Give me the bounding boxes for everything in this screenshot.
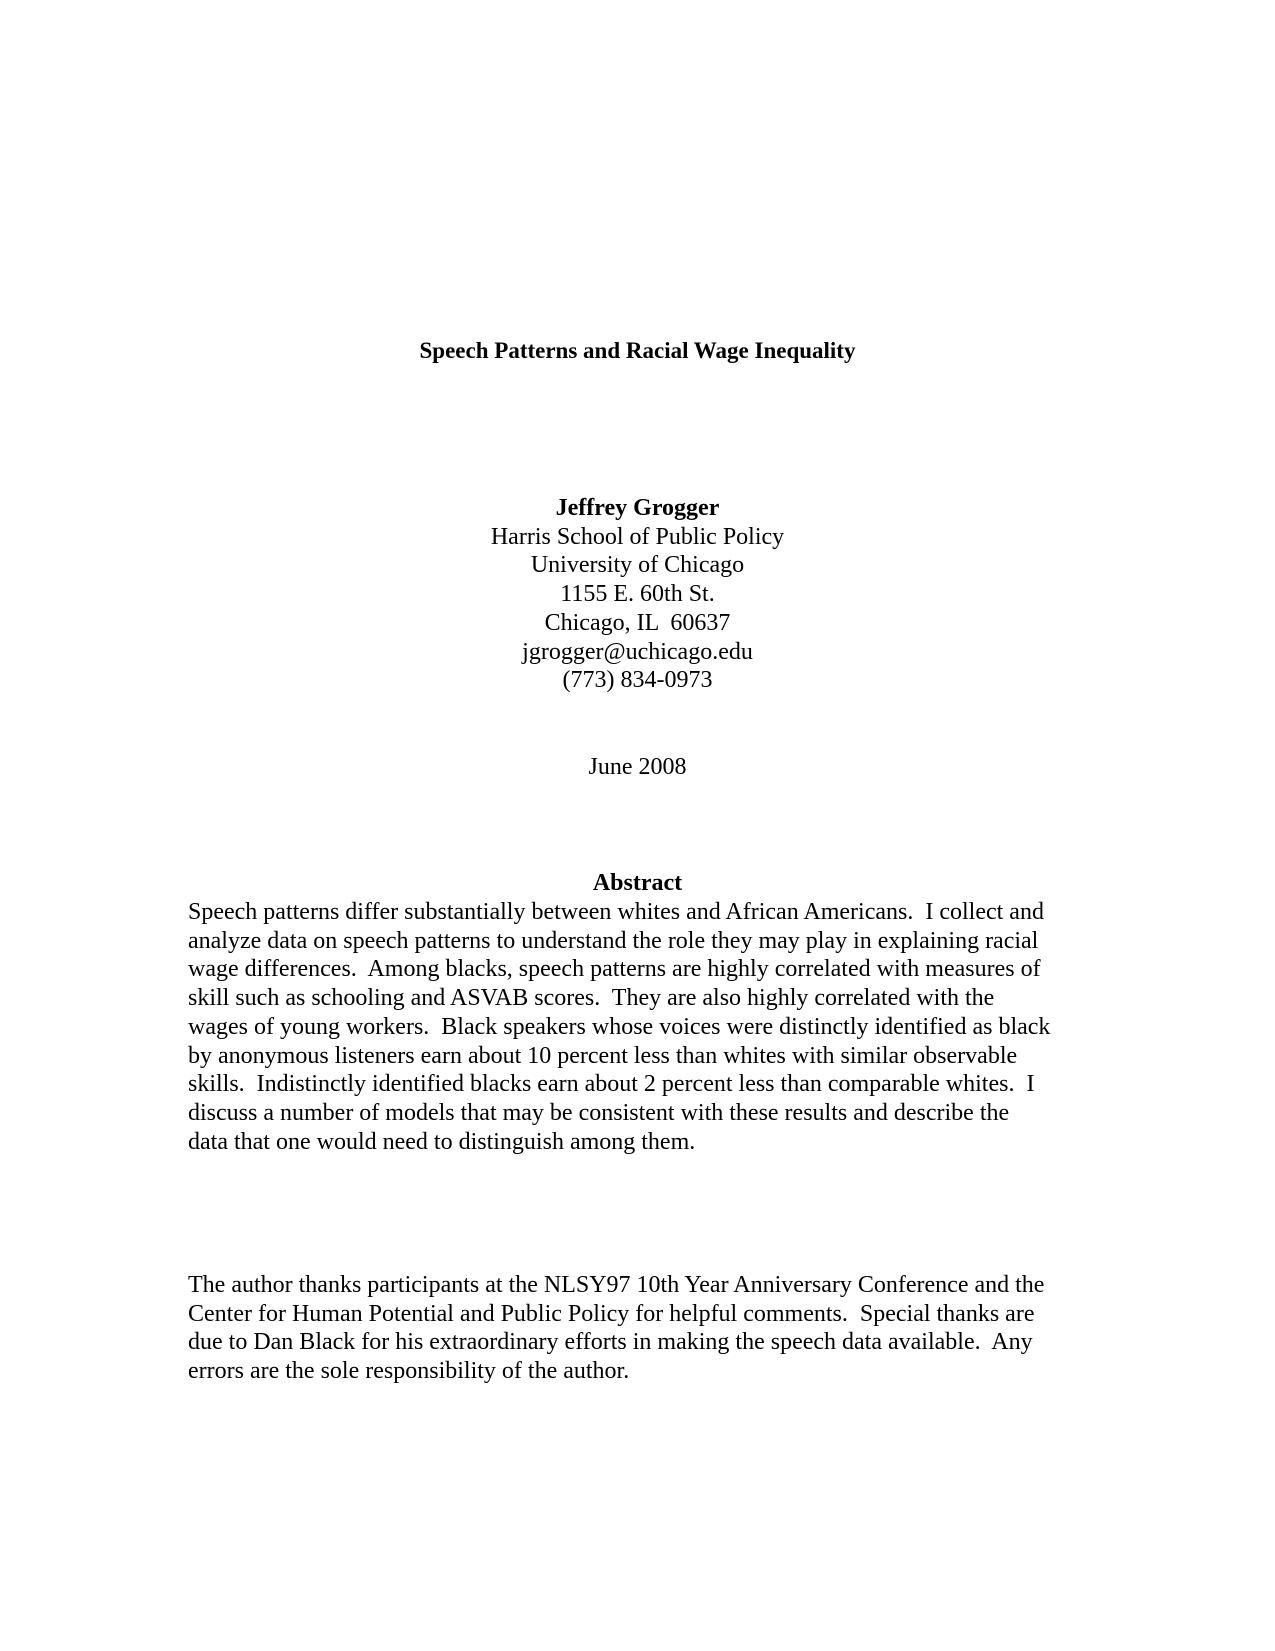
paper-date: June 2008 [588, 754, 687, 780]
author-name: Jeffrey Grogger [555, 495, 720, 521]
author-phone: (773) 834-0973 [562, 667, 713, 694]
author-university: University of Chicago [530, 552, 745, 579]
acknowledgment-body [188, 1271, 1088, 1386]
author-block [0, 494, 1275, 695]
abstract-line: skill such as schooling and ASVAB scores. They are also highly correlated with the [188, 985, 995, 1012]
abstract-line: discuss a number of models that may be consistent with these results and describe the [188, 1099, 1010, 1126]
abstract-line: wages of young workers. Black speakers whose voices were distinctly identified as black [188, 1013, 1051, 1040]
author-affiliation: Harris School of Public Policy [490, 523, 785, 550]
acknowledgment-line: The author thanks participants at the NLSY97 10th Year Anniversary Conference and the [188, 1272, 1045, 1298]
acknowledgment-line: Center for Human Potential and Public Policy for helpful comments. Special thanks are [188, 1300, 1035, 1327]
abstract-line: wage differences. Among blacks, speech patterns are highly correlated with measures of [188, 956, 1041, 983]
abstract-line: Speech patterns differ substantially between whites and African Americans. I collect and [188, 899, 1044, 925]
acknowledgment-line: errors are the sole responsibility of the author. [188, 1358, 630, 1385]
abstract-heading: Abstract [592, 870, 683, 896]
abstract-line: by anonymous listeners earn about 10 percent less than whites with similar observable [188, 1042, 1018, 1069]
paper-title: Speech Patterns and Racial Wage Inequality [419, 338, 856, 363]
abstract-body [188, 898, 1088, 1156]
author-email: jgrogger@uchicago.edu [522, 638, 753, 665]
author-city-state-zip: Chicago, IL 60637 [544, 609, 731, 636]
author-street-address: 1155 E. 60th St. [560, 581, 715, 608]
abstract-line: data that one would need to distinguish among them. [188, 1128, 696, 1155]
acknowledgment-line: due to Dan Black for his extraordinary efforts in making the speech data available. Any [188, 1329, 1033, 1356]
abstract-line: analyze data on speech patterns to understand the role they may play in explaining racial [188, 927, 1039, 954]
abstract-line: skills. Indistinctly identified blacks earn about 2 percent less than comparable whites. I [188, 1071, 1035, 1098]
